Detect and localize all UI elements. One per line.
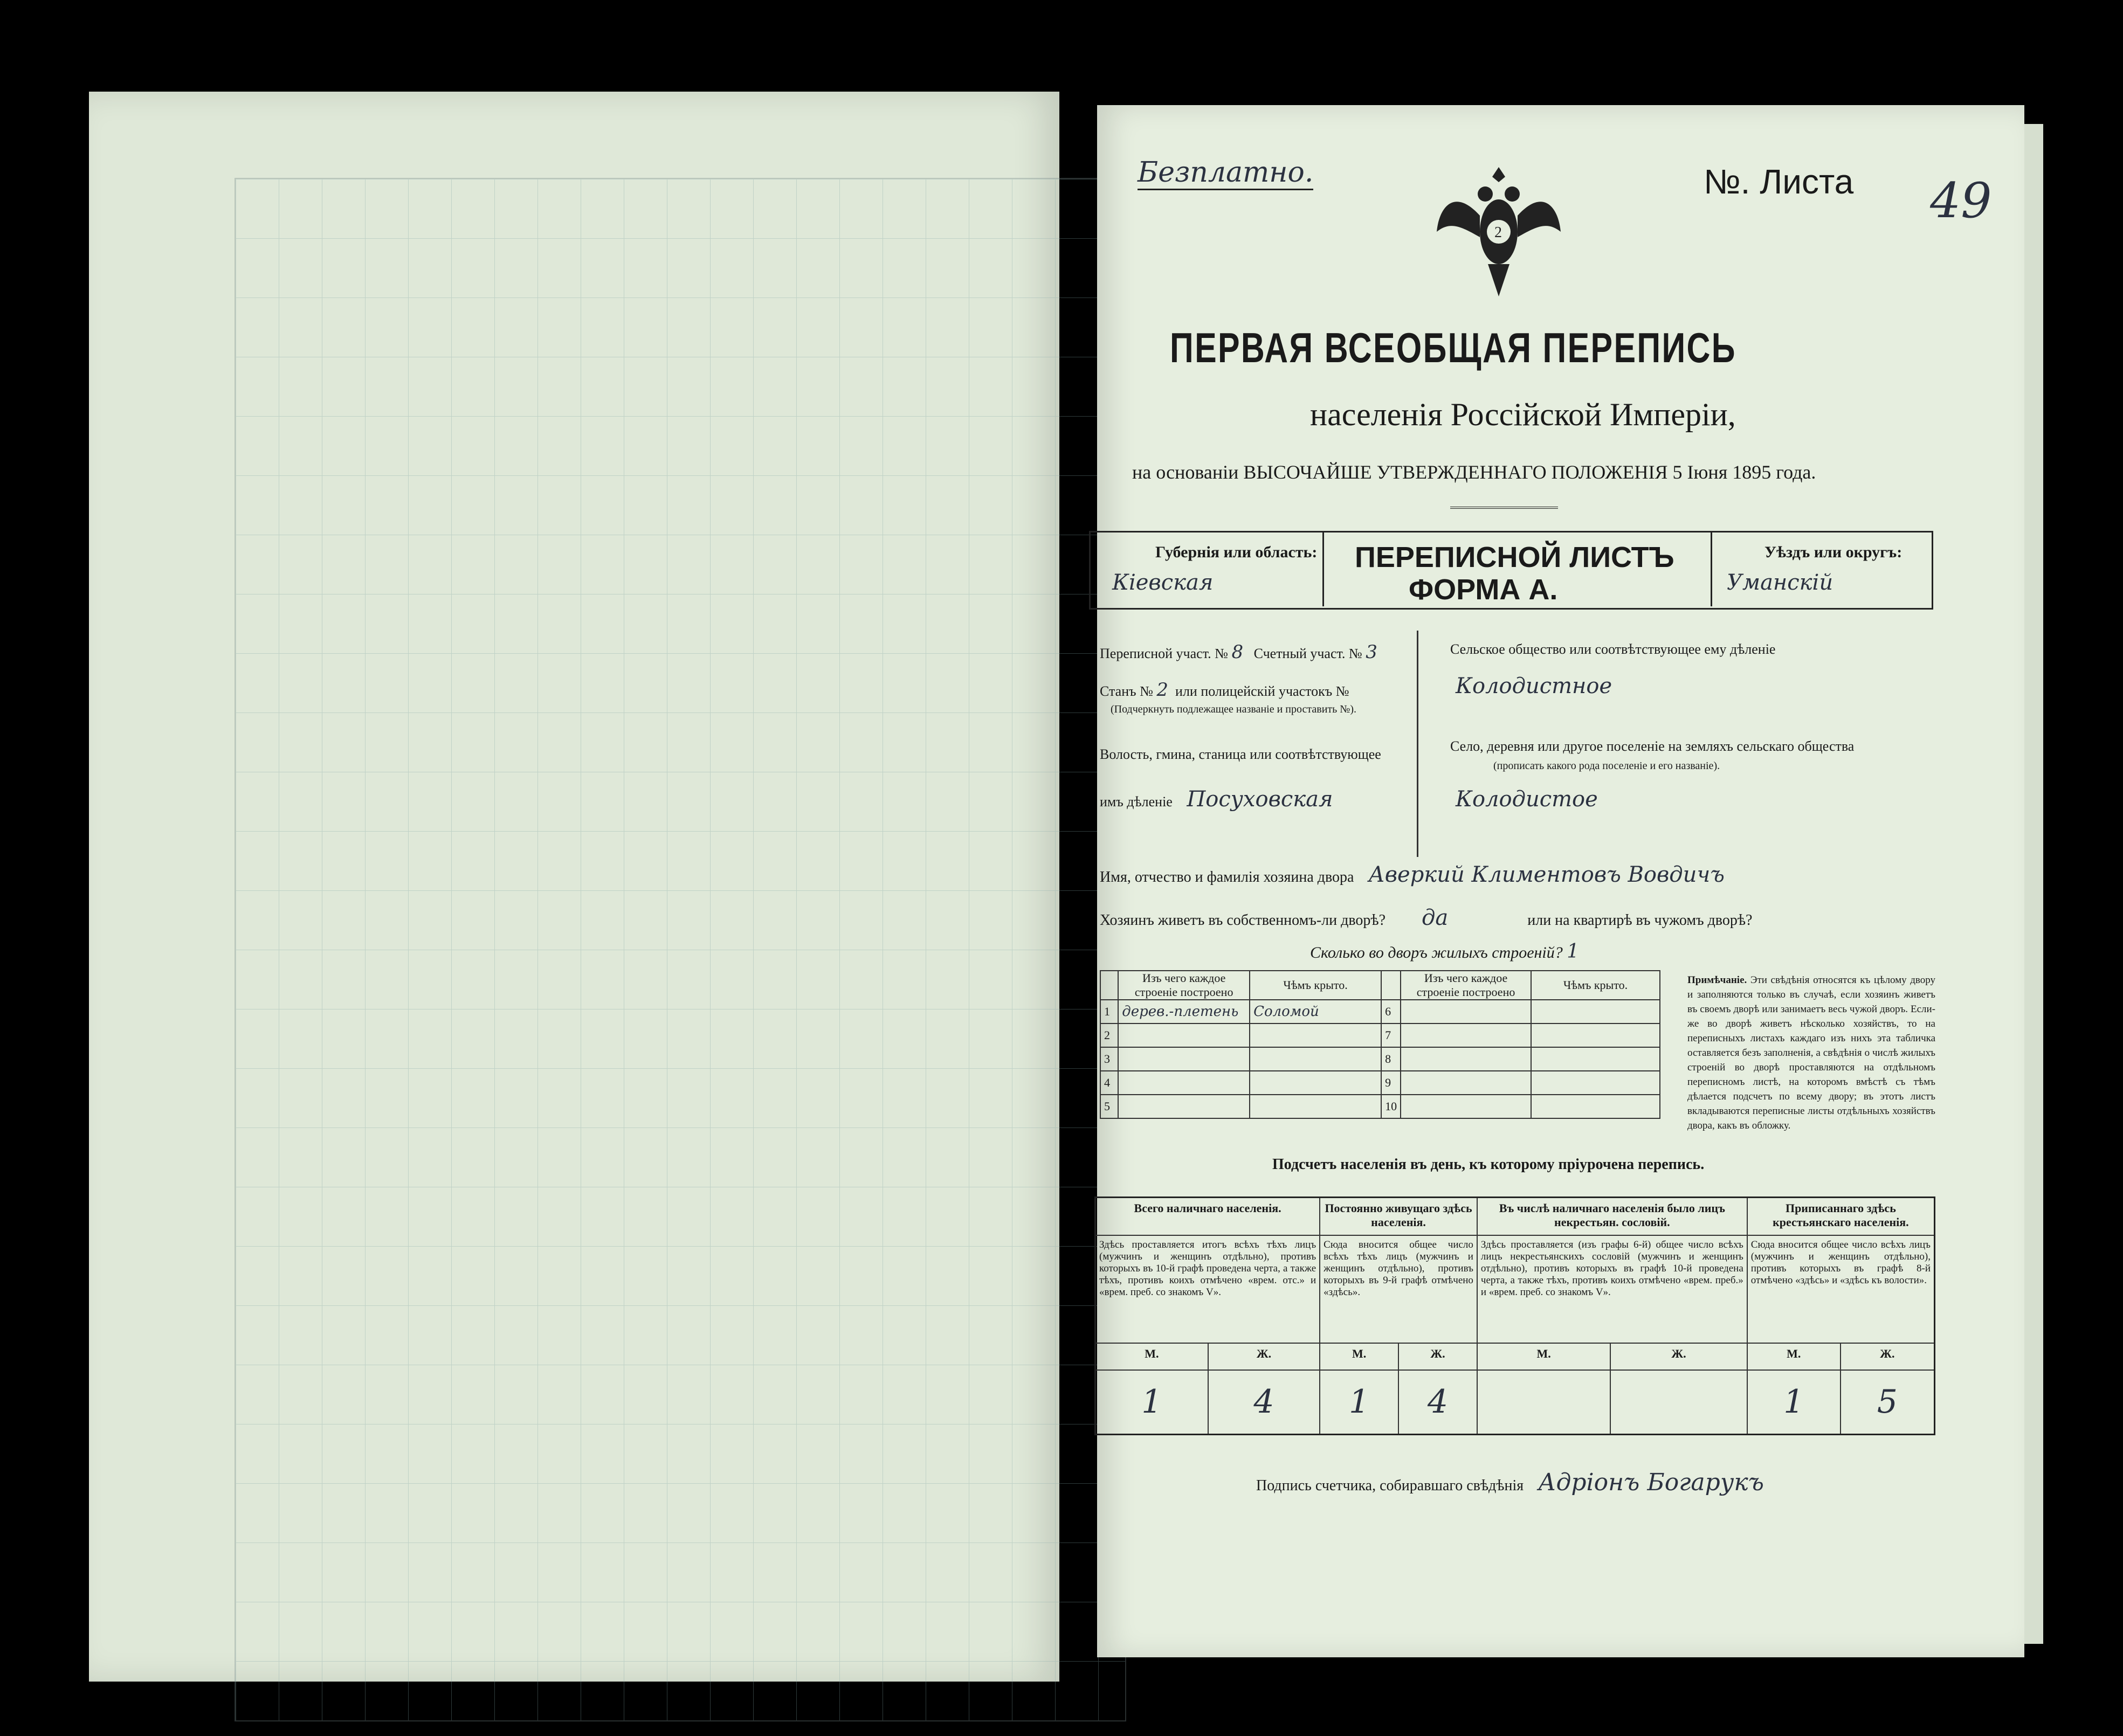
count-col-head: Всего наличнаго населенія. [1095,1198,1320,1235]
male-label: М. [1095,1343,1208,1370]
signature-value: Адріонъ Богарукъ [1538,1469,1764,1496]
buildings-table [1100,970,1660,1119]
signature-label: Подпись счетчика, собиравшаго свѣдѣнія [1256,1477,1524,1494]
province-label: Губернія или область: [1155,543,1318,561]
heading-box [1089,531,1933,610]
col-material: Изъ чего каждое строеніе построено [1118,971,1250,1000]
volost-label-2: имъ дѣленіе [1100,794,1173,810]
police-label: или полицейскій участокъ № [1175,683,1349,699]
female-label: Ж. [1398,1343,1477,1370]
sheet-number-value: 49 [1930,172,1992,229]
table-row: 5 10 [1100,1095,1660,1118]
volost-value: Посуховская [1187,787,1333,812]
village-note: (прописать какого рода поселеніе и его названіе). [1493,760,1720,772]
count-value: 1 [1320,1370,1398,1435]
village-value: Колодистое [1456,787,1598,812]
svg-text:2: 2 [1494,224,1502,241]
stan-label: Станъ № [1100,683,1153,699]
male-label: М. [1320,1343,1398,1370]
form-title: ПЕРЕПИСНОЙ ЛИСТЪ [1355,541,1674,573]
count-table [1094,1196,1935,1435]
col-roof: Чѣмъ крыто. [1250,971,1381,1000]
count-col-head: Въ числѣ наличнаго населенія было лицъ некрестьян. сословій. [1477,1198,1747,1235]
society-label: Сельское общество или соотвѣтствующее ему дѣленіе [1450,641,1776,657]
left-page [89,92,1059,1682]
count-value: 5 [1841,1370,1935,1435]
census-section-value: 8 [1231,641,1244,663]
count-value [1477,1370,1610,1435]
census-subtitle: населенія Россійской Имперіи, [1310,397,1736,432]
count-title: Подсчетъ населенія въ день, къ которому пріурочена перепись. [1272,1156,1705,1173]
female-label: Ж. [1610,1343,1747,1370]
count-value: 4 [1208,1370,1320,1435]
count-value [1610,1370,1747,1435]
count-col-desc: Здѣсь проставляется (изъ графы 6-й) общее число всѣхъ лицъ некрестьянскихъ сословій (мужчинъ и женщинъ отдѣльно), противъ которыхъ въ графѣ 10-й проведена черта, а также тѣхъ, противъ коихъ отмѣчено «врем. преб.» и «врем. преб. со знакомъ V». [1477,1235,1747,1343]
form-subtitle: ФОРМА А. [1409,573,1558,606]
other-yard-label: или на квартирѣ въ чужомъ дворѣ? [1527,912,1753,929]
female-label: Ж. [1208,1343,1320,1370]
count-col-desc: Сюда вносится общее число всѣхъ тѣхъ лицъ (мужчинъ и женщинъ отдѣльно), противъ которыхъ въ 9-й графѣ отмѣчено «здѣсь». [1320,1235,1477,1343]
note-text: Эти свѣдѣнія относятся къ цѣлому двору и заполняются только въ случаѣ, если хозяинъ живетъ въ своемъ дворѣ или занимаетъ весь чужой дворъ. Если-же во дворѣ живетъ нѣсколько хозяйствъ, то на переписныхъ листахъ каждаго изъ нихъ эта табличка оставляется безъ заполненія, а свѣдѣнія о числѣ жилыхъ строеній во дворѣ проставляются на отдѣльномъ переписномъ листѣ, на которомъ вмѣстѣ съ тѣмъ дѣлается подсчетъ по всему двору; въ этотъ листъ вкладываются переписные листы отдѣльныхъ хозяйствъ двора, какъ въ обложку. [1687,974,1936,1131]
district-value: Уманскій [1727,570,1834,595]
count-value: 1 [1747,1370,1841,1435]
village-label: Село, деревня или другое поселеніе на земляхъ сельскаго общества [1450,738,1855,754]
roof-cell: Соломой [1250,1000,1381,1023]
count-col-desc: Сюда вносится общее число всѣхъ лицъ (мужчинъ и женщинъ отдѣльно), противъ которыхъ въ графѣ 8-й отмѣчено «здѣсь» и «здѣсь къ волости». [1747,1235,1935,1343]
province-value: Кіевская [1112,570,1214,595]
police-note: (Подчеркнуть подлежащее названіе и проставить №). [1111,703,1356,715]
page-edge [2022,124,2043,1644]
society-value: Колодистное [1456,674,1612,698]
count-section-label: Счетный участ. № [1253,646,1362,661]
owner-label: Имя, отчество и фамилія хозяина двора [1100,869,1354,886]
eagle-emblem [1434,156,1563,305]
count-col-head: Постоянно живущаго здѣсь населенія. [1320,1198,1477,1235]
ornament-divider [1450,507,1558,509]
buildings-label: Сколько во дворъ жилыхъ строеній? [1310,944,1563,962]
owner-value: Аверкий Климентовъ Вовдичъ [1368,862,1725,887]
table-row: 3 8 [1100,1047,1660,1071]
table-row: 2 7 [1100,1023,1660,1047]
census-basis: на основаніи ВЫСОЧАЙШЕ УТВЕРЖДЕННАГО ПОЛОЖЕНІЯ 5 Іюня 1895 года. [1132,461,1816,483]
volost-label-1: Волость, гмина, станица или соотвѣтствующее [1100,746,1381,762]
field-divider [1417,631,1418,857]
district-label: Уѣздъ или округъ: [1764,543,1903,561]
count-value: 1 [1095,1370,1208,1435]
count-col-desc: Здѣсь проставляется итогъ всѣхъ тѣхъ лицъ (мужчинъ и женщинъ отдѣльно), противъ которыхъ въ 10-й графѣ проведена черта, а также тѣхъ, противъ коихъ отмѣчено «врем. отс.» и «врем. преб. со знакомъ V». [1095,1235,1320,1343]
count-col-head: Приписаннаго здѣсь крестьянскаго населенія. [1747,1198,1935,1235]
stan-value: 2 [1156,679,1169,701]
own-yard-label: Хозяинъ живетъ въ собственномъ-ли дворѣ? [1100,912,1386,929]
free-label: Безплатно. [1138,156,1313,190]
table-row: 4 9 [1100,1071,1660,1095]
count-value: 4 [1398,1370,1477,1435]
col-material: Изъ чего каждое строеніе построено [1401,971,1531,1000]
count-section-value: 3 [1366,641,1377,663]
col-roof: Чѣмъ крыто. [1531,971,1660,1000]
table-row: 1 дерев.-плетень Соломой 6 [1100,1000,1660,1023]
note-title: Примѣчаніе. [1687,974,1747,986]
material-cell: дерев.-плетень [1118,1000,1250,1023]
census-section-label: Переписной участ. № [1100,646,1228,661]
female-label: Ж. [1841,1343,1935,1370]
male-label: М. [1747,1343,1841,1370]
note [1687,973,1935,1133]
buildings-value: 1 [1567,940,1580,963]
left-page-grid [235,178,1126,1721]
sheet-number-label: №. Листа [1704,162,1854,201]
male-label: М. [1477,1343,1610,1370]
census-title: ПЕРВАЯ ВСЕОБЩАЯ ПЕРЕПИСЬ [1170,324,1736,371]
own-yard-value: да [1422,905,1449,930]
